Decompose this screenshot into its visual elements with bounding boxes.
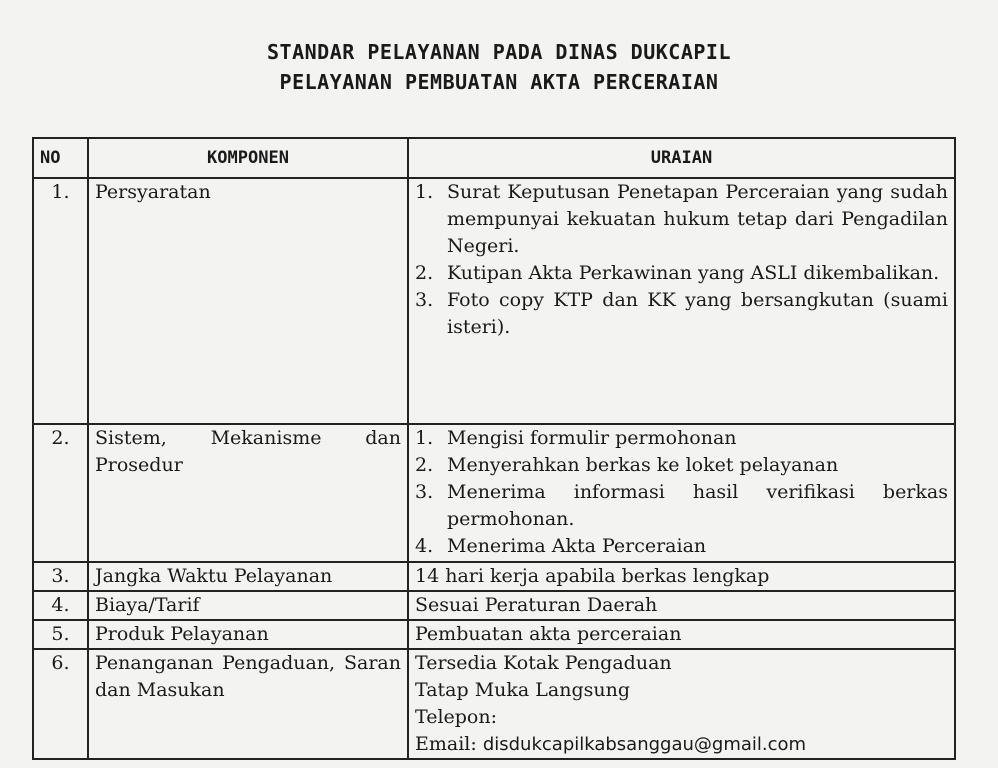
row-uraian: Sesuai Peraturan Daerah <box>408 591 955 620</box>
document-title-line-1: STANDAR PELAYANAN PADA DINAS DUKCAPIL <box>266 40 732 64</box>
list-item: 1. Surat Keputusan Penetapan Perceraian yang sudah mempunyai kekuatan hukum tetap dari Pengadilan Negeri. <box>415 181 948 257</box>
row-number: 6. <box>33 649 88 759</box>
email-label: Email: <box>415 733 477 755</box>
row-komponen: Jangka Waktu Pelayanan <box>88 562 408 591</box>
list-item: 2. Menyerahkan berkas ke loket pelayanan <box>415 454 839 476</box>
row-uraian <box>408 649 955 759</box>
uraian-line: Tersedia Kotak Pengaduan <box>415 652 672 674</box>
row-number: 1. <box>33 178 88 424</box>
header-uraian: URAIAN <box>408 138 955 178</box>
list-item: 3. Foto copy KTP dan KK yang bersangkutan (suami isteri). <box>415 289 948 338</box>
header-komponen: KOMPONEN <box>88 138 408 178</box>
email-line <box>415 731 948 758</box>
uraian-list <box>415 179 948 341</box>
row-number: 3. <box>33 562 88 591</box>
uraian-line: Tatap Muka Langsung <box>415 679 630 701</box>
table-row <box>33 620 955 649</box>
row-komponen: Penanganan Pengaduan, Saran dan Masukan <box>88 649 408 759</box>
row-number: 4. <box>33 591 88 620</box>
table-row <box>33 178 955 424</box>
row-uraian <box>408 178 955 424</box>
row-komponen: Biaya/Tarif <box>88 591 408 620</box>
row-komponen: Persyaratan <box>88 178 408 424</box>
table-row <box>33 424 955 562</box>
row-uraian <box>408 424 955 562</box>
table-row <box>33 649 955 759</box>
row-uraian: 14 hari kerja apabila berkas lengkap <box>408 562 955 591</box>
row-komponen: Sistem, Mekanisme dan Prosedur <box>88 424 408 562</box>
list-item: 3. Menerima informasi hasil verifikasi berkas permohonan. <box>415 481 948 530</box>
document-title-line-2: PELAYANAN PEMBUATAN AKTA PERCERAIAN <box>279 70 719 94</box>
row-number: 5. <box>33 620 88 649</box>
table-header-row <box>33 138 955 178</box>
table-row <box>33 591 955 620</box>
service-standard-table <box>32 137 956 760</box>
row-komponen: Produk Pelayanan <box>88 620 408 649</box>
header-no: NO <box>33 138 88 178</box>
uraian-list <box>415 425 948 560</box>
row-number: 2. <box>33 424 88 562</box>
list-item: 4. Menerima Akta Perceraian <box>415 535 707 557</box>
row-uraian: Pembuatan akta perceraian <box>408 620 955 649</box>
uraian-line: Telepon: <box>415 706 498 728</box>
email-value: disdukcapilkabsanggau@gmail.com <box>482 734 807 755</box>
table-row <box>33 562 955 591</box>
list-item: 2. Kutipan Akta Perkawinan yang ASLI dikembalikan. <box>415 262 940 284</box>
list-item: 1. Mengisi formulir permohonan <box>415 427 737 449</box>
